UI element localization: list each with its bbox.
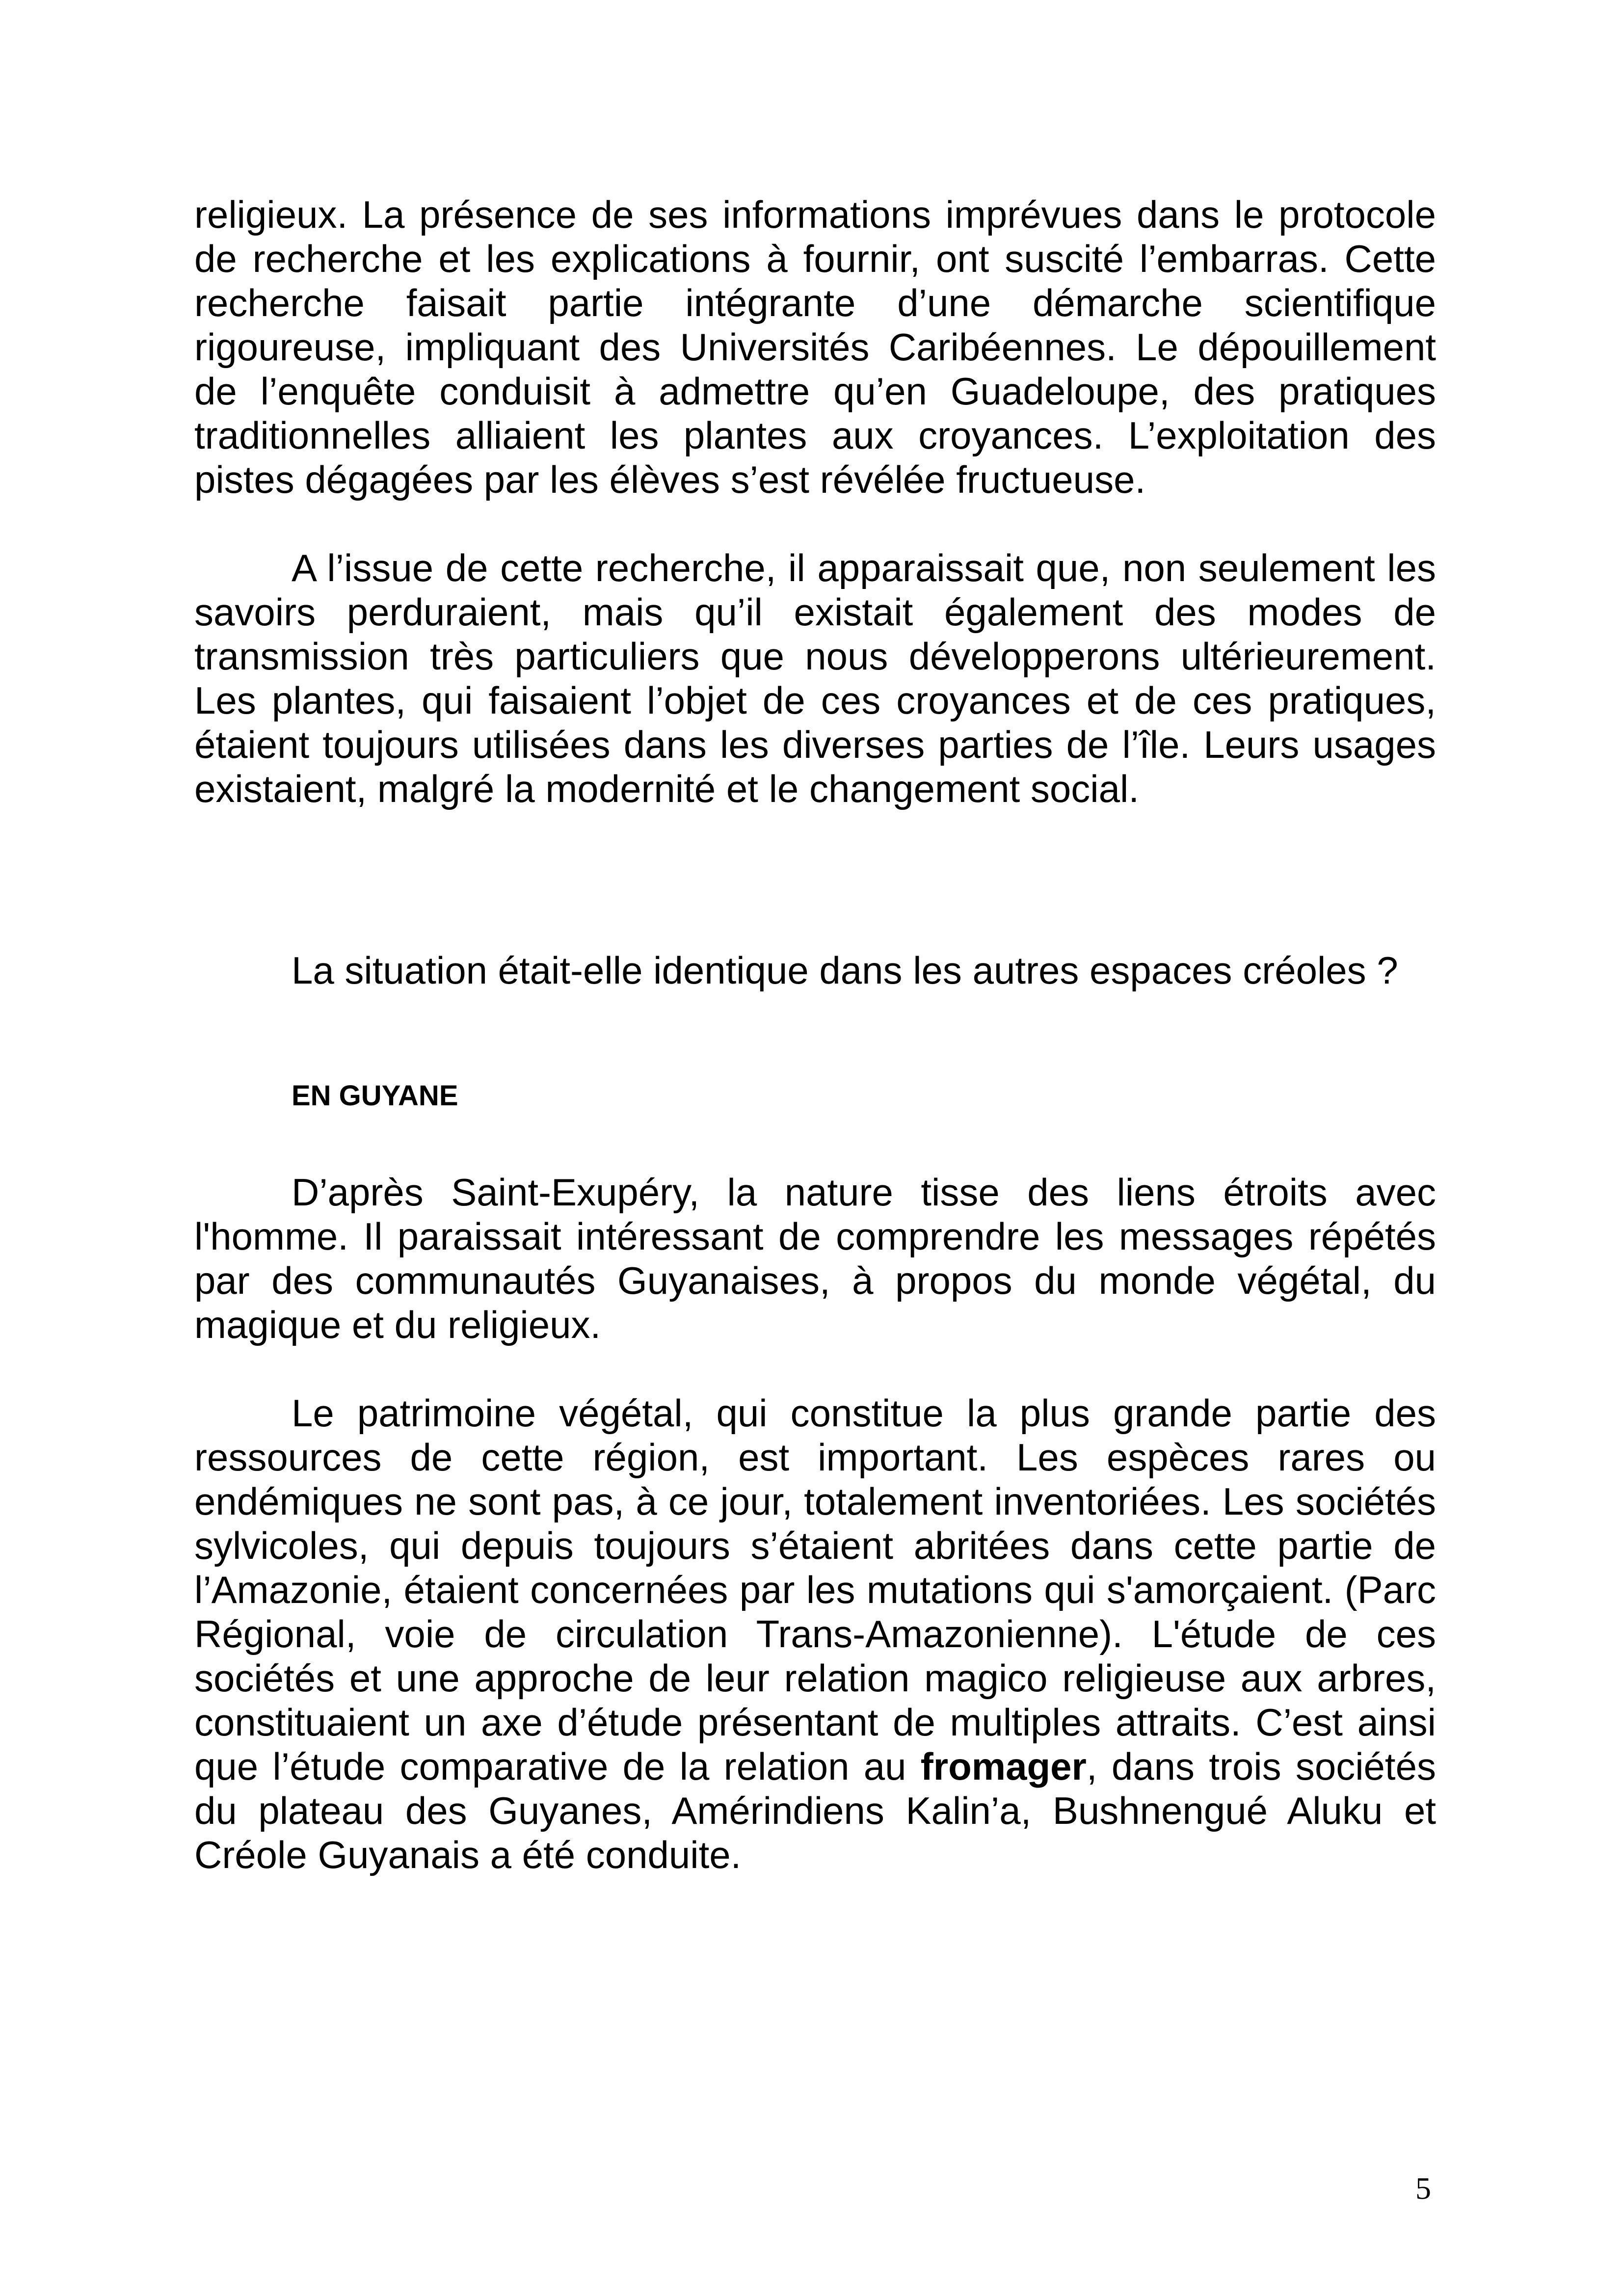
paragraph-text-before-term: Le patrimoine végétal, qui constitue la plus grande partie des ressources de cette région, est important. Les espèces rares ou endémiques ne sont pas, à ce jour, totalement inventoriées. Les sociétés sylvicoles, qui depuis toujours s’étaient abritées dans cette partie de l’Amazonie, étaient concernées par les mutations qui s'amorçaient. (Parc Régional, voie de circulation Trans-Amazonienne). L'étude de ces sociétés et une approche de leur relation magico religieuse aux arbres, constituaient un axe d’étude présentant de multiples attraits. C’est ainsi que l’étude comparative de la relation au [194, 1391, 1436, 1788]
section-heading: EN GUYANE [292, 1080, 458, 1112]
paragraph-saint-exupery: D’après Saint-Exupéry, la nature tisse des liens étroits avec l'homme. Il paraissait intéressant de comprendre les messages répétés par des communautés Guyanaises, à propos du monde végétal, du magique et du religieux. [194, 1171, 1436, 1346]
paragraph-continuation: religieux. La présence de ses informations imprévues dans le protocole de recherche et les explications à fournir, ont suscité l’embarras. Cette recherche faisait partie intégrante d’une démarche scientifique rigoureuse, impliquant des Universités Caribéennes. Le dépouillement de l’enquête conduisit à admettre qu’en Guadeloupe, des pratiques traditionnelles alliaient les plantes aux croyances. L’exploitation des pistes dégagées par les élèves s’est révélée fructueuse. [194, 193, 1436, 501]
page-number: 5 [1415, 2171, 1431, 2206]
paragraph-text-after-term: , dans trois sociétés du plateau des Guyanes, Amérindiens Kalin’a, Bushnengué Aluku et Créole Guyanais a été conduite. [194, 1745, 1436, 1876]
highlighted-term-fromager: fromager [920, 1745, 1087, 1788]
paragraph-research-outcome: A l’issue de cette recherche, il apparaissait que, non seulement les savoirs perduraient, mais qu’il existait également des modes de transmission très particuliers que nous développerons ultérieurement. Les plantes, qui faisaient l’objet de ces croyances et de ces pratiques, étaient toujours utilisées dans les diverses parties de l’île. Leurs usages existaient, malgré la modernité et le changement social. [194, 546, 1436, 810]
section-question: La situation était-elle identique dans les autres espaces créoles ? [292, 949, 1398, 992]
paragraph-vegetal-heritage [194, 1391, 1436, 1877]
